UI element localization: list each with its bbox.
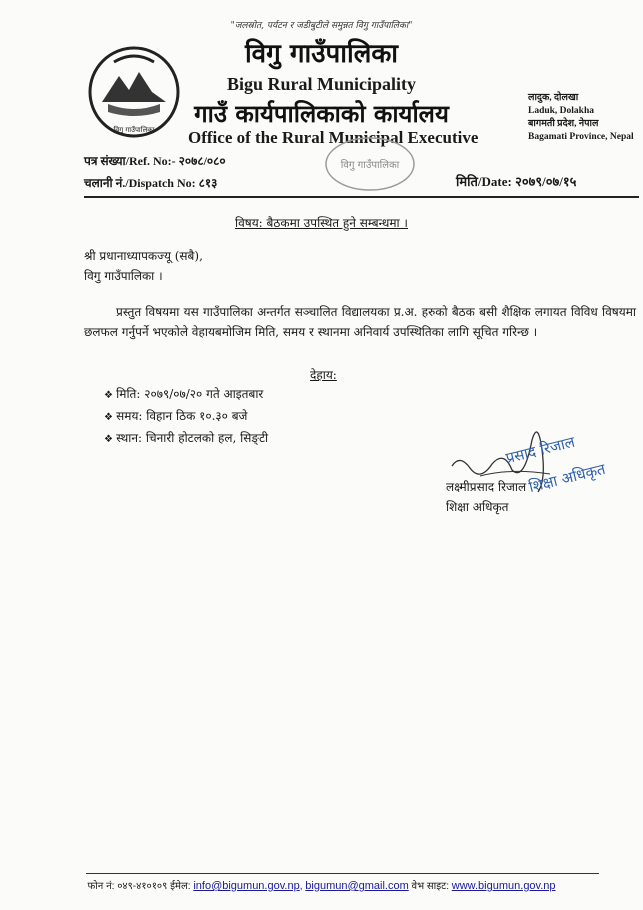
date-label: मिति/Date: bbox=[456, 174, 512, 189]
date-value: २०७९/०७/१५ bbox=[515, 174, 577, 189]
ref-number bbox=[84, 152, 226, 169]
address-line: Laduk, Dolakha bbox=[528, 106, 595, 116]
addressee-line: श्री प्रधानाध्यापकज्यू (सबै), bbox=[84, 249, 203, 263]
stamp-name: प्रसाद रिजाल bbox=[503, 432, 577, 468]
list-item: ❖ स्थान: चिनारी होटलको हल, सिङ्टी bbox=[104, 428, 268, 450]
address-line: बागमती प्रदेश, नेपाल bbox=[528, 119, 599, 129]
office-seal-stamp bbox=[322, 134, 418, 194]
letter-body: प्रस्तुत विषयमा यस गाउँपालिका अन्तर्गत सञ्चालित विद्यालयका प्र.अ. हरुको बैठक बसी शैक्षिक लगायत विविध विषयमा छलफल गर्नुपर्ने भएकोले वेहायबमोजिम मिति, समय र स्थानमा अनिवार्य उपस्थितिका लागि सूचित गरिन्छ । bbox=[84, 305, 636, 339]
letter-date bbox=[456, 172, 576, 190]
footer-divider bbox=[86, 873, 599, 874]
website-link[interactable]: www.bigumun.gov.np bbox=[451, 880, 556, 892]
signatory-name: लक्ष्मीप्रसाद रिजाल bbox=[446, 480, 527, 494]
addressee bbox=[84, 246, 203, 286]
tagline: "जलस्रोत, पर्यटन र जडीबुटीले समुन्नत विगु गाउँपालिका" bbox=[230, 21, 413, 31]
footer-separator: , bbox=[299, 881, 303, 892]
email-link-gmail[interactable]: bigumun@gmail.com bbox=[305, 880, 409, 892]
list-item: ❖ समय: विहान ठिक १०.३० बजे bbox=[104, 406, 268, 428]
letter-subject bbox=[0, 214, 643, 231]
footer-web-label: वेभ साइट: bbox=[411, 881, 449, 892]
dispatch-number bbox=[84, 174, 217, 191]
address-block bbox=[528, 92, 634, 144]
stamp-title: शिक्षा अधिकृत bbox=[526, 459, 608, 497]
address-line: लादुक, दोलखा bbox=[528, 93, 579, 103]
dispatch-label: चलानी नं./Dispatch No: bbox=[84, 176, 196, 190]
address-line: Bagamati Province, Nepal bbox=[528, 132, 634, 142]
dispatch-value: ८१३ bbox=[198, 176, 218, 190]
seal-text: विगु गाउँपालिका bbox=[340, 160, 400, 171]
details-list bbox=[104, 384, 268, 450]
ref-value: २०७८/०८० bbox=[178, 154, 226, 168]
details-heading: देहाय: bbox=[310, 368, 337, 382]
municipality-title-nepali: विगु गाउँपालिका bbox=[244, 39, 399, 69]
list-item: ❖ मिति: २०७९/०७/२० गते आइतबार bbox=[104, 384, 268, 406]
email-link-info[interactable]: info@bigumun.gov.np bbox=[193, 880, 300, 892]
footer-phone: फोन नं: ०४९-४१०१०९ ईमेल: bbox=[87, 881, 191, 892]
ref-label: पत्र संख्या/Ref. No:- bbox=[84, 154, 176, 168]
subject-text: विषय: बैठकमा उपस्थित हुने सम्बन्धमा । bbox=[235, 216, 408, 230]
signatory-title: शिक्षा अधिकृत bbox=[446, 500, 509, 514]
footer bbox=[0, 878, 643, 892]
emblem-text: विगु गाउँपालिका bbox=[113, 126, 155, 134]
office-title-nepali: गाउँ कार्यपालिकाको कार्यालय bbox=[194, 99, 449, 128]
municipality-title-english: Bigu Rural Municipality bbox=[226, 74, 417, 94]
addressee-line: विगु गाउँपालिका । bbox=[84, 269, 163, 283]
office-title-english: Office of the Rural Municipal Executive bbox=[188, 128, 479, 147]
header-divider bbox=[84, 196, 639, 198]
